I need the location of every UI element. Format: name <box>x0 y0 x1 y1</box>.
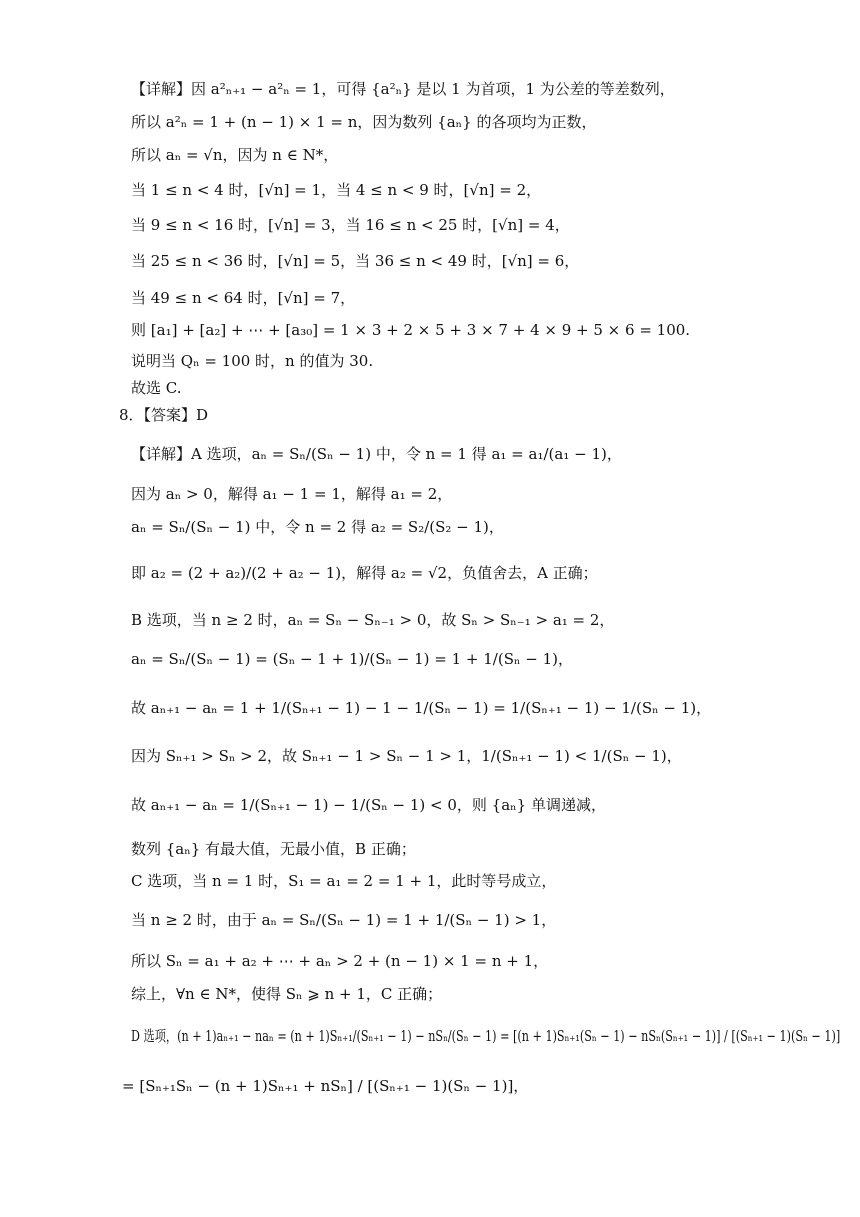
text-line-27: = [Sₙ₊₁Sₙ − (n + 1)Sₙ₊₁ + nSₙ] / [(Sₙ₊₁ − 1)(Sₙ − 1)]， <box>122 1077 529 1095</box>
text-line-16: B 选项，当 n ≥ 2 时，aₙ = Sₙ − Sₙ₋₁ > 0，故 Sₙ > Sₙ₋₁ > a₁ = 2， <box>131 611 615 629</box>
text-line-7: 当 49 ≤ n < 64 时，[√n] = 7， <box>131 289 356 307</box>
text-line-1: 【详解】因 a²ₙ₊₁ − a²ₙ = 1，可得 {a²ₙ} 是以 1 为首项，1 为公差的等差数列， <box>131 80 675 98</box>
text-line-23: 当 n ≥ 2 时，由于 aₙ = Sₙ/(Sₙ − 1) = 1 + 1/(Sₙ − 1) > 1， <box>131 911 557 929</box>
text-line-25: 综上，∀n ∈ N*，使得 Sₙ ⩾ n + 1，C 正确； <box>131 985 443 1003</box>
text-line-8: 则 [a₁] + [a₂] + ⋯ + [a₃₀] = 1 × 3 + 2 × 5 + 3 × 7 + 4 × 9 + 5 × 6 = 100. <box>131 321 691 339</box>
text-line-3: 所以 aₙ = √n，因为 n ∈ N*， <box>131 146 339 164</box>
text-line-11: 8．【答案】D <box>119 406 209 424</box>
text-line-22: C 选项，当 n = 1 时，S₁ = a₁ = 2 = 1 + 1，此时等号成立， <box>131 872 557 890</box>
text-line-9: 说明当 Qₙ = 100 时，n 的值为 30. <box>131 352 374 370</box>
text-line-15: 即 a₂ = (2 + a₂)/(2 + a₂ − 1)，解得 a₂ = √2，负值舍去，A 正确； <box>131 564 598 582</box>
text-line-17: aₙ = Sₙ/(Sₙ − 1) = (Sₙ − 1 + 1)/(Sₙ − 1) = 1 + 1/(Sₙ − 1)， <box>131 650 573 668</box>
text-line-4: 当 1 ≤ n < 4 时，[√n] = 1，当 4 ≤ n < 9 时，[√n] = 2， <box>131 181 542 199</box>
text-line-10: 故选 C. <box>131 379 182 397</box>
text-line-6: 当 25 ≤ n < 36 时，[√n] = 5，当 36 ≤ n < 49 时，[√n] = 6， <box>131 252 580 270</box>
text-line-21: 数列 {aₙ} 有最大值，无最小值，B 正确； <box>131 840 416 858</box>
text-line-2: 所以 a²ₙ = 1 + (n − 1) × 1 = n，因为数列 {aₙ} 的各项均为正数， <box>131 113 597 131</box>
text-line-13: 因为 aₙ > 0，解得 a₁ − 1 = 1，解得 a₁ = 2， <box>131 485 453 503</box>
text-line-12: 【详解】A 选项，aₙ = Sₙ/(Sₙ − 1) 中，令 n = 1 得 a₁ = a₁/(a₁ − 1)， <box>131 445 622 463</box>
text-line-19: 因为 Sₙ₊₁ > Sₙ > 2，故 Sₙ₊₁ − 1 > Sₙ − 1 > 1，1/(Sₙ₊₁ − 1) < 1/(Sₙ − 1)， <box>131 747 682 765</box>
text-line-24: 所以 Sₙ = a₁ + a₂ + ⋯ + aₙ > 2 + (n − 1) × 1 = n + 1， <box>131 952 549 970</box>
text-line-14: aₙ = Sₙ/(Sₙ − 1) 中，令 n = 2 得 a₂ = S₂/(S₂ − 1)， <box>131 518 504 536</box>
text-line-26: D 选项，(n + 1)aₙ₊₁ − naₙ = (n + 1)Sₙ₊₁/(Sₙ₊₁ − 1) − nSₙ/(Sₙ − 1) = [(n + 1)Sₙ₊₁(Sₙ − 1) − nSₙ(Sₙ₊₁ − 1)] / [(Sₙ₊₁ − 1)(Sₙ − 1)] <box>131 1027 841 1045</box>
text-line-5: 当 9 ≤ n < 16 时，[√n] = 3，当 16 ≤ n < 25 时，[√n] = 4， <box>131 216 570 234</box>
text-line-20: 故 aₙ₊₁ − aₙ = 1/(Sₙ₊₁ − 1) − 1/(Sₙ − 1) < 0，则 {aₙ} 单调递减， <box>131 796 606 814</box>
text-line-18: 故 aₙ₊₁ − aₙ = 1 + 1/(Sₙ₊₁ − 1) − 1 − 1/(Sₙ − 1) = 1/(Sₙ₊₁ − 1) − 1/(Sₙ − 1)， <box>131 699 712 717</box>
